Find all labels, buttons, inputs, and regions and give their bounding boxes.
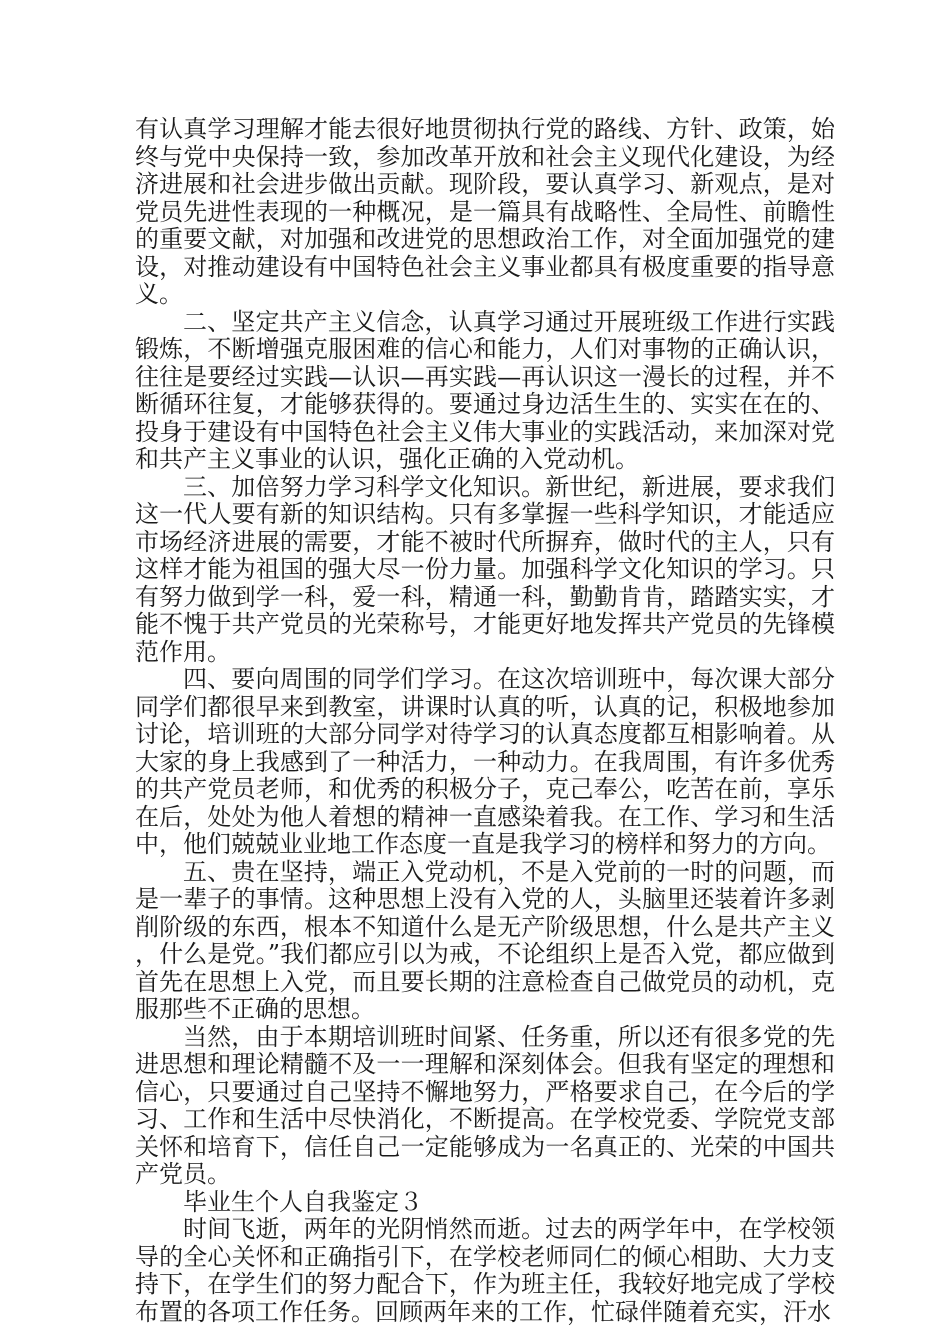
- section-heading: 毕业生个人自我鉴定３: [183, 1187, 423, 1216]
- paragraph-party-study: 有认真学习理解才能去很好地贯彻执行党的路线、方针、政策，始终与党中央保持一致，参加改革开放和社会主义现代化建设，为经济进展和社会进步做出贡献。现阶段，要认真学习、新观点，是对党员先进性表现的一种概况，是一篇具有战略性、全局性、前瞻性的重要文献，对加强和改进党的思想政治工作，对全面加强党的建设，对推动建设有中国特色社会主义事业都具有极度重要的指导意义。: [135, 115, 835, 308]
- document-body: [135, 116, 835, 1326]
- paragraph-point-two: 二、坚定共产主义信念，认真学习通过开展班级工作进行实践锻炼，不断增强克服困难的信心和能力，人们对事物的正确认识，往往是要经过实践—认识—再实践—再认识这一漫长的过程，并不断循环往复，才能够获得的。要通过身边活生生的、实实在在的、投身于建设有中国特色社会主义伟大事业的实践活动，来加深对党和共产主义事业的认识，强化正确的入党动机。: [135, 307, 835, 473]
- paragraph-point-five: 五、贵在坚持，端正入党动机，不是入党前的一时的问题，而是一辈子的事情。这种思想上没有入党的人，头脑里还装着许多剥削阶级的东西，根本不知道什么是无产阶级思想，什么是共产主义，什么是党。”我们都应引以为戒，不论组织上是否入党，都应做到首先在思想上入党，而且要长期的注意检查自己做党员的动机，克服那些不正确的思想。: [135, 857, 835, 1023]
- paragraph-conclusion: 当然，由于本期培训班时间紧、任务重，所以还有很多党的先进思想和理论精髓不及一一理解和深刻体会。但我有坚定的理想和信心，只要通过自己坚持不懈地努力，严格要求自己，在今后的学习、工作和生活中尽快消化，不断提高。在学校党委、学院党支部关怀和培育下，信任自己一定能够成为一名真正的、光荣的中国共产党员。: [135, 1022, 835, 1188]
- paragraph-point-four: 四、要向周围的同学们学习。在这次培训班中，每次课大部分同学们都很早来到教室，讲课时认真的听，认真的记，积极地参加讨论，培训班的大部分同学对待学习的认真态度都互相影响着。从大家的身上我感到了一种活力，一种动力。在我周围，有许多优秀的共产党员老师，和优秀的积极分子，克己奉公，吃苦在前，享乐在后，处处为他人着想的精神一直感染着我。在工作、学习和生活中，他们兢兢业业地工作态度一直是我学习的榜样和努力的方向。: [135, 665, 835, 858]
- paragraph-review-intro: 时间飞逝，两年的光阴悄然而逝。过去的两学年中，在学校领导的全心关怀和正确指引下，在学校老师同仁的倾心相助、大力支持下，在学生们的努力配合下，作为班主任，我较好地完成了学校布置的各项工作任务。回顾两年来的工作，忙碌伴随着充实，汗水: [135, 1215, 835, 1326]
- paragraph-point-three: 三、加倍努力学习科学文化知识。新世纪，新进展，要求我们这一代人要有新的知识结构。只有多掌握一些科学知识，才能适应市场经济进展的需要，才能不被时代所摒弃，做时代的主人，只有这样才能为祖国的强大尽一份力量。加强科学文化知识的学习。只有努力做到学一科，爱一科，精通一科，勤勤肯肯，踏踏实实，才能不愧于共产党员的光荣称号，才能更好地发挥共产党员的先锋模范作用。: [135, 472, 835, 666]
